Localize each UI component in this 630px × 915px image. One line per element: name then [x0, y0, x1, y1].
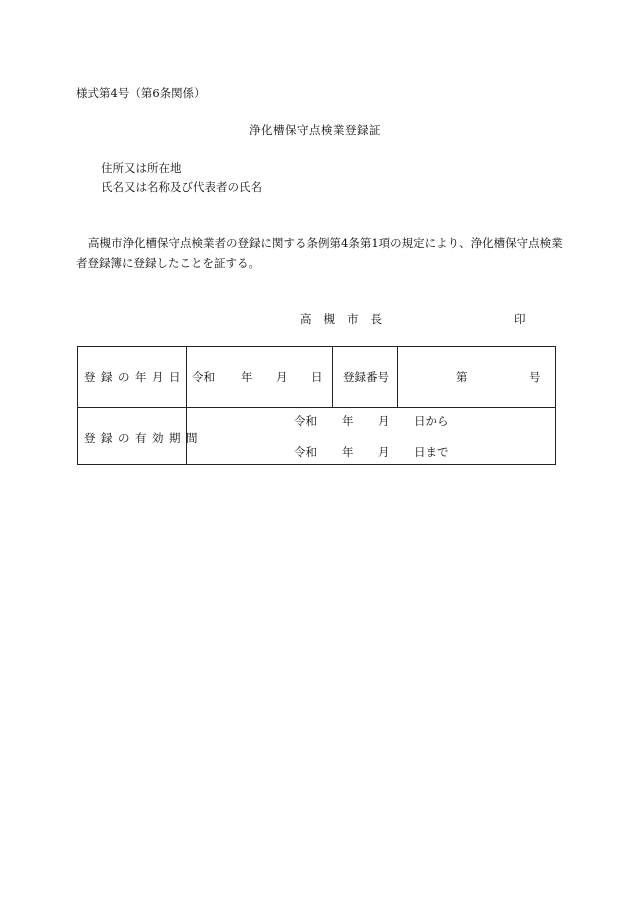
name-label: 氏名又は名称及び代表者の氏名 [101, 180, 262, 194]
validity-start-month: 月 [378, 414, 390, 428]
document-title: 浄化槽保守点検業登録証 [249, 123, 381, 137]
registration-date-day: 日 [311, 370, 323, 384]
form-number: 様式第4号（第6条関係） [76, 86, 206, 100]
seal-mark: 印 [514, 312, 526, 326]
certification-text [76, 233, 566, 273]
registration-date-year: 年 [241, 370, 253, 384]
validity-end-month: 月 [378, 445, 390, 459]
validity-end-year: 年 [342, 445, 354, 459]
registration-date-label: 登録の年月日 [84, 370, 186, 384]
validity-period-label: 登録の有効期間 [84, 431, 203, 445]
number-label-left-divider [332, 347, 333, 407]
row-divider [78, 407, 555, 408]
certification-body: 高槻市浄化槽保守点検業者の登録に関する条例第4条第1項の規定により、浄化槽保守点検業者登録簿に登録したことを証する。 [76, 236, 563, 270]
validity-start-day: 日から [414, 414, 449, 428]
registration-number-prefix: 第 [456, 370, 468, 384]
validity-end-era: 令和 [294, 445, 317, 459]
validity-start-era: 令和 [294, 414, 317, 428]
label-column-divider [186, 347, 187, 464]
validity-end-day: 日まで [414, 445, 449, 459]
registration-table [77, 346, 556, 465]
number-label-right-divider [397, 347, 398, 407]
registration-date-month: 月 [276, 370, 288, 384]
registration-number-label: 登録番号 [343, 370, 389, 384]
address-label: 住所又は所在地 [101, 161, 182, 175]
registration-date-era: 令和 [192, 370, 215, 384]
validity-start-year: 年 [342, 414, 354, 428]
mayor-title: 高槻市長 [300, 312, 394, 326]
registration-number-suffix: 号 [529, 370, 541, 384]
